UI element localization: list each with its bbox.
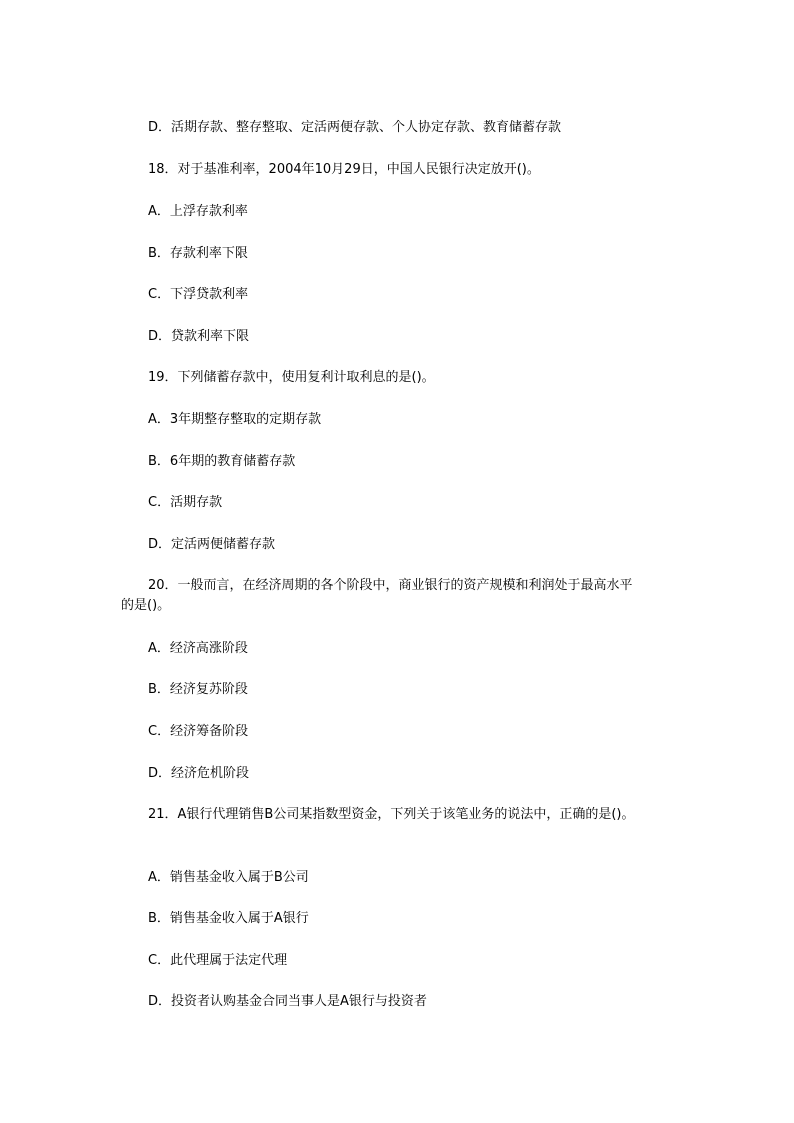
option-18-d: D．贷款利率下限 bbox=[148, 329, 250, 344]
option-18-a: A．上浮存款利率 bbox=[148, 204, 248, 219]
question-18: 18．对于基准利率，2004年10月29日，中国人民银行决定放开()。 bbox=[148, 162, 540, 177]
option-18-b: B．存款利率下限 bbox=[148, 246, 248, 261]
option-19-c: C．活期存款 bbox=[148, 495, 223, 510]
option-19-d: D．定活两便储蓄存款 bbox=[148, 537, 276, 552]
question-20-continuation: 的是()。 bbox=[121, 598, 171, 613]
question-19: 19．下列储蓄存款中，使用复利计取利息的是()。 bbox=[148, 370, 435, 385]
option-17-d: D．活期存款、整存整取、定活两便存款、个人协定存款、教育储蓄存款 bbox=[148, 120, 562, 135]
question-20: 20．一般而言，在经济周期的各个阶段中，商业银行的资产规模和利润处于最高水平 bbox=[148, 578, 633, 593]
option-21-c: C．此代理属于法定代理 bbox=[148, 953, 288, 968]
option-19-a: A．3年期整存整取的定期存款 bbox=[148, 412, 322, 427]
question-21: 21．A银行代理销售B公司某指数型资金，下列关于该笔业务的说法中，正确的是()。 bbox=[148, 807, 635, 822]
option-21-a: A．销售基金收入属于B公司 bbox=[148, 870, 309, 885]
option-20-d: D．经济危机阶段 bbox=[148, 766, 250, 781]
option-18-c: C．下浮贷款利率 bbox=[148, 287, 249, 302]
option-21-b: B．销售基金收入属于A银行 bbox=[148, 911, 309, 926]
option-19-b: B．6年期的教育储蓄存款 bbox=[148, 454, 296, 469]
option-20-b: B．经济复苏阶段 bbox=[148, 682, 248, 697]
option-20-a: A．经济高涨阶段 bbox=[148, 641, 248, 656]
option-21-d: D．投资者认购基金合同当事人是A银行与投资者 bbox=[148, 994, 427, 1009]
option-20-c: C．经济筹备阶段 bbox=[148, 724, 249, 739]
